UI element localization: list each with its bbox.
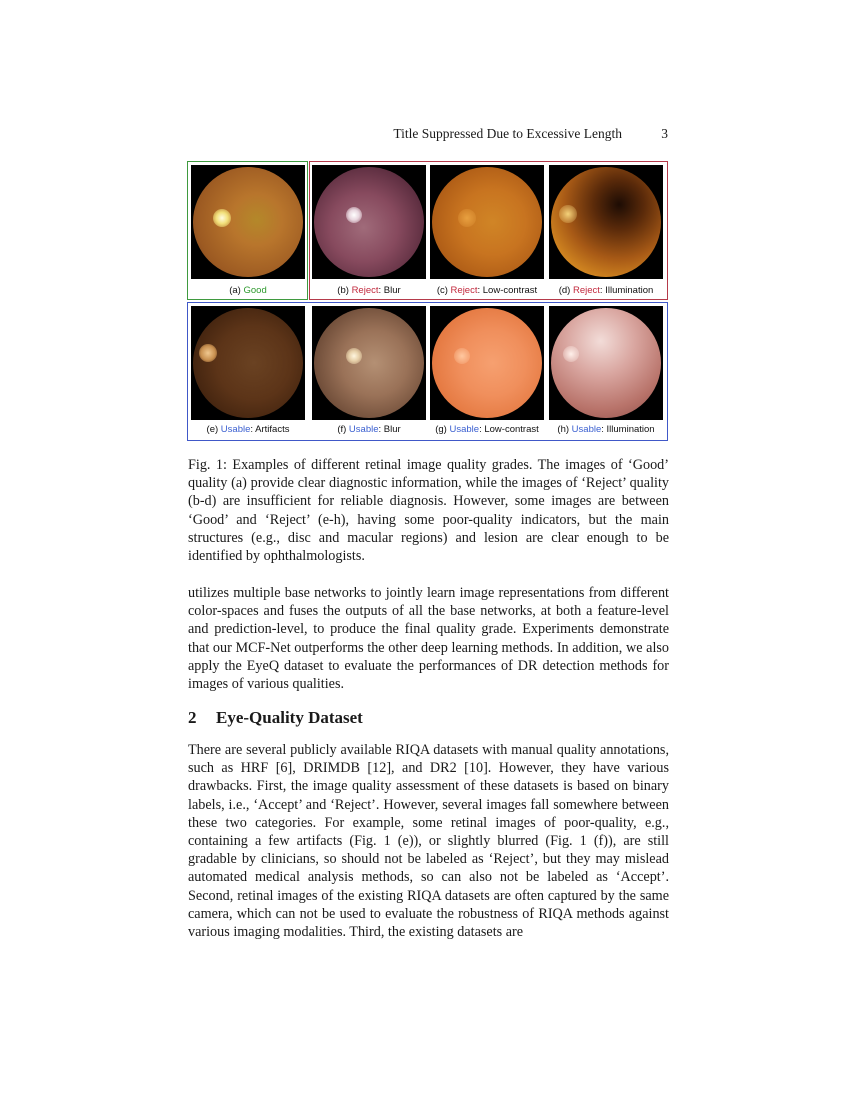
page-number: 3: [661, 126, 668, 141]
caption-f: (f) Usable: Blur: [337, 424, 401, 435]
running-header: [188, 126, 668, 144]
running-title: Title Suppressed Due to Excessive Length: [393, 126, 622, 141]
fundus-image-a: [191, 165, 305, 279]
fundus-image-h: [549, 306, 663, 420]
fundus-image-d: [549, 165, 663, 279]
fundus-image-f: [312, 306, 426, 420]
fundus-image-b: [312, 165, 426, 279]
section-title: Eye-Quality Dataset: [216, 708, 363, 727]
caption-b: (b) Reject: Blur: [337, 285, 401, 296]
body-paragraph-1: utilizes multiple base networks to jointly learn image representations from different color-spaces and fuses the outputs of all the base networks, at both a feature-level and prediction-level, to produce the final quality grade. Experiments demonstrate that our MCF-Net outperforms the other deep learning methods. In addition, we also apply the EyeQ dataset to evaluate the performances of DR detection methods for images of various qualities.: [188, 585, 669, 693]
fundus-image-g: [430, 306, 544, 420]
fundus-image-c: [430, 165, 544, 279]
caption-c: (c) Reject: Low-contrast: [436, 285, 538, 296]
caption-g: (g) Usable: Low-contrast: [435, 424, 539, 435]
body-paragraph-2: There are several publicly available RIQA datasets with manual quality annotations, such as HRF [6], DRIMDB [12], and DR2 [10]. However, they have various drawbacks. First, the image quality assessment of these datasets is based on binary labels, i.e., ‘Accept’ and ‘Reject’. However, several images fall somewhere between these two categories. For example, some retinal images of poor-quality, e.g., containing a few artifacts (Fig. 1 (e)), or slightly blurred (Fig. 1 (f)), are still gradable by clinicians, so should not be labeled as ‘Reject’, but they may mislead automated medical analysis methods, so can also not be labeled as ‘Accept’. Second, retinal images of the existing RIQA datasets are often captured by the same camera, which can not be used to evaluate the robustness of RIQA methods against various imaging modalities. Third, the existing datasets are: [188, 742, 669, 941]
section-number: 2: [188, 708, 197, 727]
figure-caption: Fig. 1: Examples of different retinal image quality grades. The images of ‘Good’ quality (a) provide clear diagnostic information, while the images of ‘Reject’ quality (b-d) are insufficient for reliable diagnosis. However, some images are between ‘Good’ and ‘Reject’ (e-h), having some poor-quality indicators, but the main structures (e.g., disc and macular regions) and lesion are clear enough to be identified by ophthalmologists.: [188, 457, 669, 565]
fundus-image-e: [191, 306, 305, 420]
caption-e: (e) Usable: Artifacts: [206, 424, 290, 435]
caption-a: (a) Good: [229, 285, 267, 296]
caption-h: (h) Usable: Illumination: [557, 424, 655, 435]
caption-d: (d) Reject: Illumination: [558, 285, 654, 296]
section-heading: [188, 708, 363, 728]
